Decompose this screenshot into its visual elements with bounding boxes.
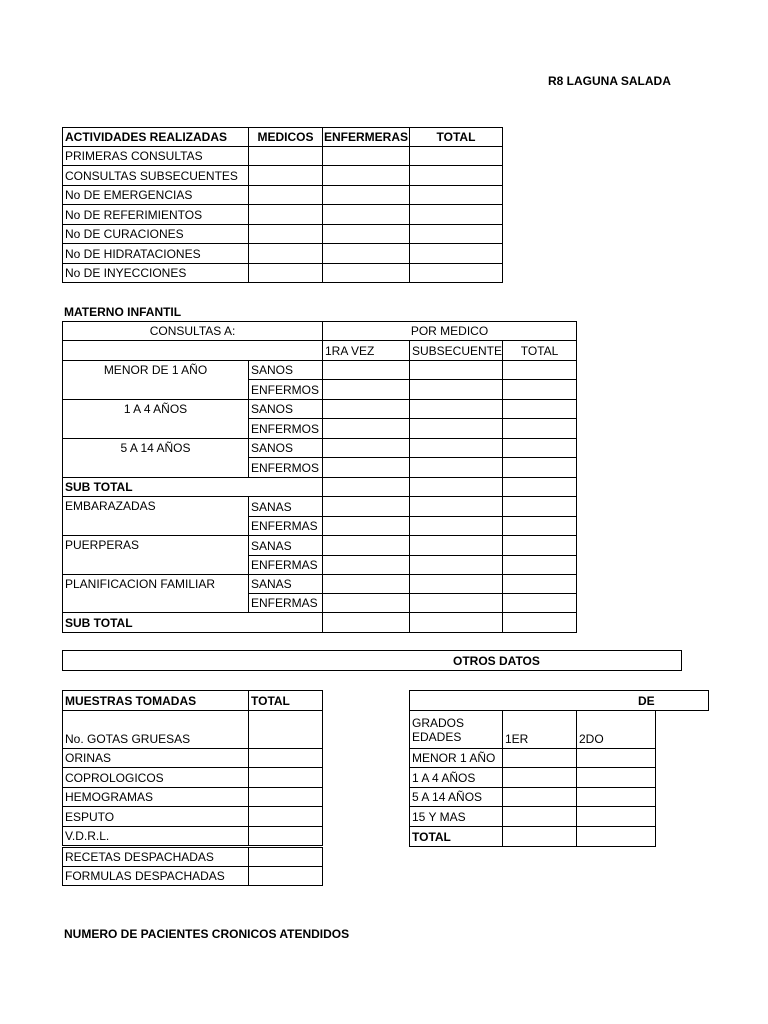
muestras-header: MUESTRAS TOMADAS <box>62 690 249 711</box>
table-row: No DE REFERIMIENTOS <box>62 204 249 225</box>
table-row: PRIMERAS CONSULTAS <box>62 146 249 166</box>
primera-vez-header: 1RA VEZ <box>322 340 410 361</box>
value-cell[interactable] <box>322 477 410 497</box>
subgroup-label: ENFERMAS <box>248 593 323 613</box>
value-cell[interactable] <box>409 612 503 633</box>
value-cell[interactable] <box>502 593 577 613</box>
subgroup-label: ENFERMOS <box>248 379 323 400</box>
total-header: TOTAL <box>409 127 503 147</box>
dosis-table <box>409 690 655 848</box>
group-label: EMBARAZADAS <box>62 496 249 536</box>
grados-edades-cell <box>409 710 503 749</box>
value-cell[interactable] <box>409 204 503 225</box>
value-cell[interactable] <box>248 748 323 768</box>
value-cell[interactable] <box>409 243 503 264</box>
value-cell[interactable] <box>409 224 503 244</box>
value-cell[interactable] <box>502 418 577 439</box>
subgroup-label: SANOS <box>248 438 323 458</box>
section-title-materno: MATERNO INFANTIL <box>64 305 182 319</box>
value-cell[interactable] <box>248 243 323 264</box>
otros-datos-label: OTROS DATOS <box>62 650 682 671</box>
value-cell[interactable] <box>248 866 323 886</box>
value-cell[interactable] <box>502 360 577 380</box>
value-cell[interactable] <box>322 438 410 458</box>
value-cell[interactable] <box>248 165 323 186</box>
value-cell[interactable] <box>409 185 503 205</box>
subgroup-label: SANOS <box>248 360 323 380</box>
subtotal-label: SUB TOTAL <box>62 612 323 633</box>
table-row: No DE CURACIONES <box>62 224 249 244</box>
value-cell[interactable] <box>322 612 410 633</box>
otros-datos-bar <box>62 650 652 672</box>
activities-header: ACTIVIDADES REALIZADAS <box>62 127 249 147</box>
value-cell[interactable] <box>409 516 503 536</box>
value-cell[interactable] <box>322 418 410 439</box>
value-cell[interactable] <box>248 185 323 205</box>
subgroup-label: ENFERMAS <box>248 555 323 575</box>
value-cell[interactable] <box>322 379 410 400</box>
subgroup-label: ENFERMOS <box>248 457 323 478</box>
table-row: No DE INYECCIONES <box>62 263 249 283</box>
value-cell[interactable] <box>248 263 323 283</box>
value-cell[interactable] <box>409 457 503 478</box>
value-cell[interactable] <box>409 379 503 400</box>
value-cell[interactable] <box>322 535 410 556</box>
table-row: MENOR 1 AÑO <box>409 748 503 768</box>
value-cell[interactable] <box>502 516 577 536</box>
value-cell[interactable] <box>576 767 656 788</box>
value-cell[interactable] <box>502 496 577 517</box>
value-cell[interactable] <box>409 496 503 517</box>
medicos-header: MEDICOS <box>248 127 323 147</box>
value-cell[interactable] <box>502 787 577 807</box>
table-row: 5 A 14 AÑOS <box>409 787 503 807</box>
page-title: R8 LAGUNA SALADA <box>548 74 671 88</box>
group-label: MENOR DE 1 AÑO <box>62 360 249 400</box>
value-cell[interactable] <box>502 457 577 478</box>
value-cell[interactable] <box>502 399 577 419</box>
value-cell[interactable] <box>502 612 577 633</box>
dosis-header: DE <box>409 690 709 711</box>
table-row: No DE EMERGENCIAS <box>62 185 249 205</box>
group-label: PLANIFICACION FAMILIAR <box>62 574 249 613</box>
value-cell[interactable] <box>502 379 577 400</box>
table-row: RECETAS DESPACHADAS <box>62 847 249 867</box>
edades-label: EDADES <box>412 729 462 744</box>
table-row: 1 A 4 AÑOS <box>409 767 503 788</box>
col-header: 1ER <box>502 710 577 749</box>
value-cell[interactable] <box>248 826 323 846</box>
total-row-label: TOTAL <box>409 826 503 847</box>
value-cell[interactable] <box>322 263 410 283</box>
value-cell[interactable] <box>409 438 503 458</box>
value-cell[interactable] <box>322 457 410 478</box>
table-row: ORINAS <box>62 748 249 768</box>
value-cell[interactable] <box>248 767 323 788</box>
value-cell[interactable] <box>502 767 577 788</box>
table-row: COPROLOGICOS <box>62 767 249 788</box>
value-cell[interactable] <box>502 748 577 768</box>
value-cell[interactable] <box>248 146 323 166</box>
value-cell[interactable] <box>248 224 323 244</box>
value-cell[interactable] <box>322 555 410 575</box>
value-cell[interactable] <box>322 360 410 380</box>
value-cell[interactable] <box>322 399 410 419</box>
value-cell[interactable] <box>409 574 503 594</box>
value-cell[interactable] <box>502 806 577 827</box>
table-row: FORMULAS DESPACHADAS <box>62 866 249 886</box>
value-cell[interactable] <box>248 204 323 225</box>
value-cell[interactable] <box>576 826 656 847</box>
table-row: V.D.R.L. <box>62 826 249 846</box>
value-cell[interactable] <box>322 165 410 186</box>
group-label: 5 A 14 AÑOS <box>62 438 249 478</box>
enfermeras-header: ENFERMERAS <box>322 127 410 147</box>
table-row: HEMOGRAMAS <box>62 787 249 807</box>
group-label: PUERPERAS <box>62 535 249 575</box>
subgroup-label: ENFERMOS <box>248 418 323 439</box>
value-cell[interactable] <box>502 574 577 594</box>
value-cell[interactable] <box>576 748 656 768</box>
value-cell[interactable] <box>322 516 410 536</box>
value-cell[interactable] <box>322 146 410 166</box>
muestras-total-header: TOTAL <box>248 690 323 711</box>
cronicos-label: NUMERO DE PACIENTES CRONICOS ATENDIDOS <box>64 927 350 941</box>
subgroup-label: SANAS <box>248 535 323 556</box>
group-label: 1 A 4 AÑOS <box>62 399 249 439</box>
value-cell[interactable] <box>322 496 410 517</box>
value-cell[interactable] <box>409 555 503 575</box>
value-cell[interactable] <box>409 535 503 556</box>
value-cell[interactable] <box>409 477 503 497</box>
subsecuente-header: SUBSECUENTE <box>409 340 503 361</box>
table-row: No. GOTAS GRUESAS <box>62 710 249 749</box>
table-row: ESPUTO <box>62 806 249 827</box>
total-header: TOTAL <box>502 340 577 361</box>
value-cell[interactable] <box>576 806 656 827</box>
value-cell[interactable] <box>409 165 503 186</box>
value-cell[interactable] <box>502 438 577 458</box>
value-cell[interactable] <box>409 593 503 613</box>
value-cell[interactable] <box>248 806 323 827</box>
col-header: 2DO <box>576 710 656 749</box>
table-row: No DE HIDRATACIONES <box>62 243 249 264</box>
value-cell[interactable] <box>322 593 410 613</box>
value-cell[interactable] <box>409 263 503 283</box>
por-medico-header: POR MEDICO <box>322 321 577 341</box>
consultas-header: CONSULTAS A: <box>62 321 323 341</box>
value-cell[interactable] <box>502 477 577 497</box>
value-cell[interactable] <box>409 399 503 419</box>
subtotal-label: SUB TOTAL <box>62 477 323 497</box>
value-cell[interactable] <box>322 224 410 244</box>
value-cell[interactable] <box>322 574 410 594</box>
subgroup-label: SANAS <box>248 496 323 517</box>
subgroup-label: SANOS <box>248 399 323 419</box>
table-row: CONSULTAS SUBSECUENTES <box>62 165 249 186</box>
value-cell[interactable] <box>409 418 503 439</box>
value-cell[interactable] <box>502 535 577 556</box>
grados-label: GRADOS <box>412 715 465 730</box>
value-cell[interactable] <box>409 146 503 166</box>
table-row: 15 Y MAS <box>409 806 503 827</box>
value-cell[interactable] <box>502 555 577 575</box>
subgroup-label: SANAS <box>248 574 323 594</box>
value-cell[interactable] <box>248 787 323 807</box>
value-cell[interactable] <box>248 710 323 749</box>
blank-header-cell <box>62 340 323 361</box>
value-cell[interactable] <box>502 826 577 847</box>
subgroup-label: ENFERMAS <box>248 516 323 536</box>
value-cell[interactable] <box>322 185 410 205</box>
value-cell[interactable] <box>322 204 410 225</box>
value-cell[interactable] <box>409 360 503 380</box>
value-cell[interactable] <box>248 847 323 867</box>
value-cell[interactable] <box>576 787 656 807</box>
value-cell[interactable] <box>322 243 410 264</box>
